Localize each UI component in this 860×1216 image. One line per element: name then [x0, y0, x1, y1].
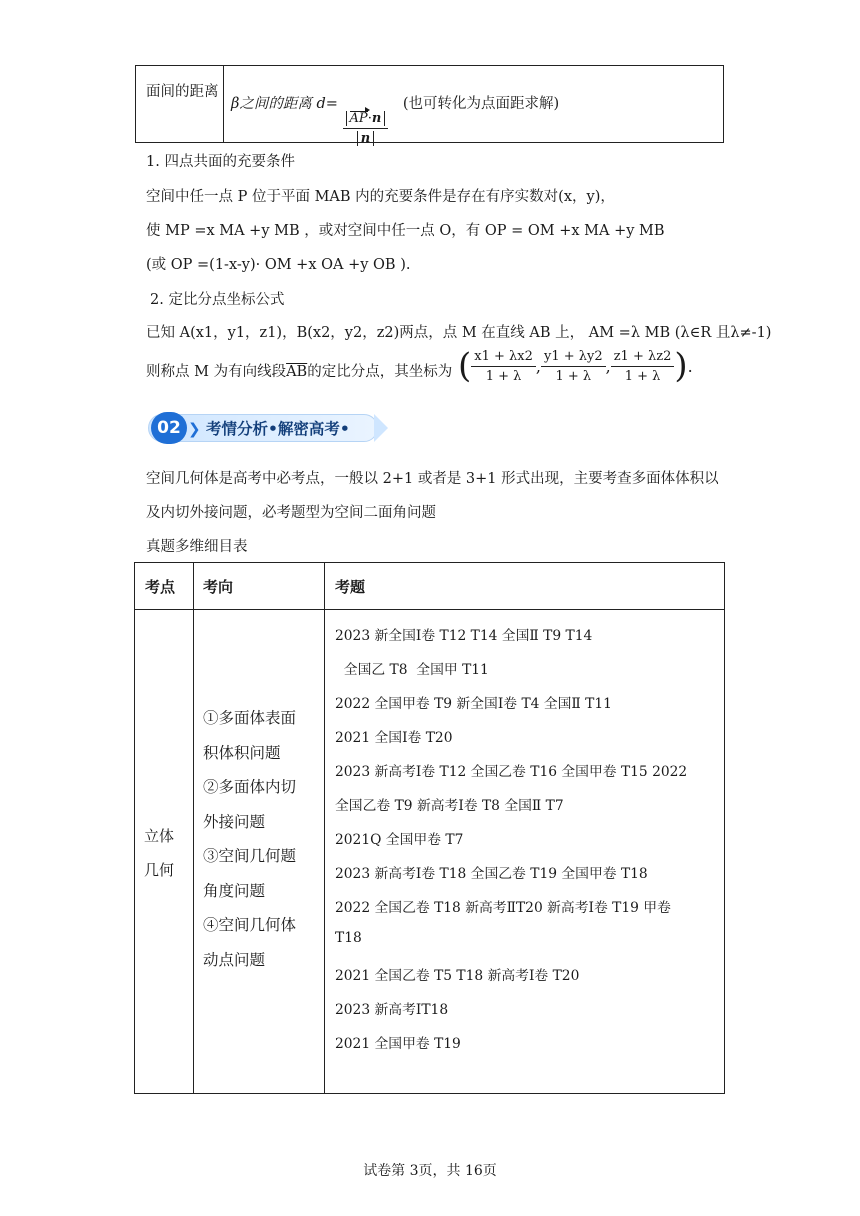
distance-table [135, 65, 724, 146]
table-label-cell: 面间的距离 [136, 66, 224, 142]
kaoti-line: 全国乙卷 T9 新高考Ⅰ卷 T8 全国Ⅱ T7 [335, 798, 564, 814]
kaodian-cell: 立体 几何 [144, 827, 175, 879]
analysis-line-1: 空间几何体是高考中必考点，一般以 2+1 或者是 3+1 形式出现，主要考查多面体体积以 [146, 471, 719, 487]
kaoti-line: 2023 新全国Ⅰ卷 T12 T14 全国Ⅱ T9 T14 [335, 628, 593, 644]
segment-ab: $\overline{AB}$ [286, 364, 308, 380]
analysis-line-2: 及内切外接问题，必考题型为空间二面角问题 [146, 505, 436, 521]
kaoti-line: 2023 新高考ⅠT18 [335, 1002, 449, 1018]
table-formula-cell [228, 66, 723, 146]
kaoti-line: T18 [335, 930, 362, 946]
vector-n: n [360, 131, 371, 146]
coord-z: $\frac{z1 + \lambda z2}{1 + \lambda}$ [611, 349, 675, 384]
coord-x: $\frac{x1 + \lambda x2}{1 + \lambda}$ [471, 349, 536, 384]
kaoti-line: 2021Q 全国甲卷 T7 [335, 832, 464, 848]
distance-formula [231, 92, 559, 146]
section-banner [148, 410, 393, 446]
coord-y: $\frac{y1 + \lambda y2}{1 + \lambda}$ [541, 349, 606, 384]
coplanar-line-2: 使 MP =x MA +y MB ，或对空间中任一点 O，有 OP = OM +x MA +y MB [146, 223, 665, 239]
header-divider [135, 609, 724, 610]
division-line-1: 已知 A(x1，y1，z1)，B(x2，y2，z2)两点，点 M 在直线 AB 上， AM =λ MB (λ∈R 且λ≠-1) [146, 325, 772, 341]
kaoti-line: 2021 全国乙卷 T5 T18 新高考Ⅰ卷 T20 [335, 968, 580, 984]
division-line-2: 则称点 M 为有向线段$\overline{AB}$的定比分点，其坐标为 [146, 364, 453, 380]
kaoti-line: 2021 全国Ⅰ卷 T20 [335, 730, 453, 746]
kaoti-line: 2021 全国甲卷 T19 [335, 1036, 461, 1052]
col-divider-2 [324, 563, 325, 1093]
formula-fraction: $\frac{AP\cdot n}{n}$ [343, 111, 389, 146]
kaoti-line: 2022 全国乙卷 T18 新高考ⅡT20 新高考Ⅰ卷 T19 甲卷 [335, 900, 671, 916]
coplanar-line-3: (或 OP =(1-x-y)· OM +x OA +y OB ). [146, 257, 411, 273]
header-kaoxiang: 考向 [203, 578, 234, 596]
banner-tail [374, 414, 388, 442]
page-footer: 试卷第 3页，共 16页 [363, 1163, 497, 1179]
section-title-coplanar: 1. 四点共面的充要条件 [146, 154, 295, 170]
division-coordinates: ( $\frac{x1 + \lambda x2}{1 + \lambda}$ , $\frac{y1 + \lambda y2}{1 + \lambda}$ , $\frac{z1 + \lambda z2}{1 + \lambda}$ ) . [458, 346, 693, 386]
kaoti-line: 2023 新高考Ⅰ卷 T18 全国乙卷 T19 全国甲卷 T18 [335, 866, 648, 882]
table-caption: 真题多维细目表 [146, 539, 248, 555]
kaoti-line: 2023 新高考Ⅰ卷 T12 全国乙卷 T16 全国甲卷 T15 2022 [335, 764, 688, 780]
kaoti-line: 2022 全国甲卷 T9 新全国Ⅰ卷 T4 全国Ⅱ T11 [335, 696, 612, 712]
header-kaoti: 考题 [335, 578, 366, 596]
formula-prefix: β之间的距离 d= [231, 96, 338, 112]
formula-note: (也可转化为点面距求解) [402, 96, 560, 112]
exam-table [134, 562, 725, 1094]
kaoxiang-cell: ①多面体表面 积体积问题 ②多面体内切 外接问题 ③空间几何题 角度问题 ④空间几何体 动点问题 [203, 709, 297, 969]
vector-ap: AP [349, 111, 368, 126]
coplanar-line-1: 空间中任一点 P 位于平面 MAB 内的充要条件是存在有序实数对(x，y)， [146, 189, 615, 205]
kaoti-line: 全国乙 T8 全国甲 T11 [335, 662, 489, 678]
chevron-right-icon: ❯ [188, 420, 201, 438]
banner-number: 02 [151, 412, 187, 444]
banner-text: 考情分析•解密高考• [206, 420, 350, 438]
header-kaodian: 考点 [145, 578, 176, 596]
col-divider-1 [193, 563, 194, 1093]
section-title-division: 2. 定比分点坐标公式 [150, 292, 285, 308]
